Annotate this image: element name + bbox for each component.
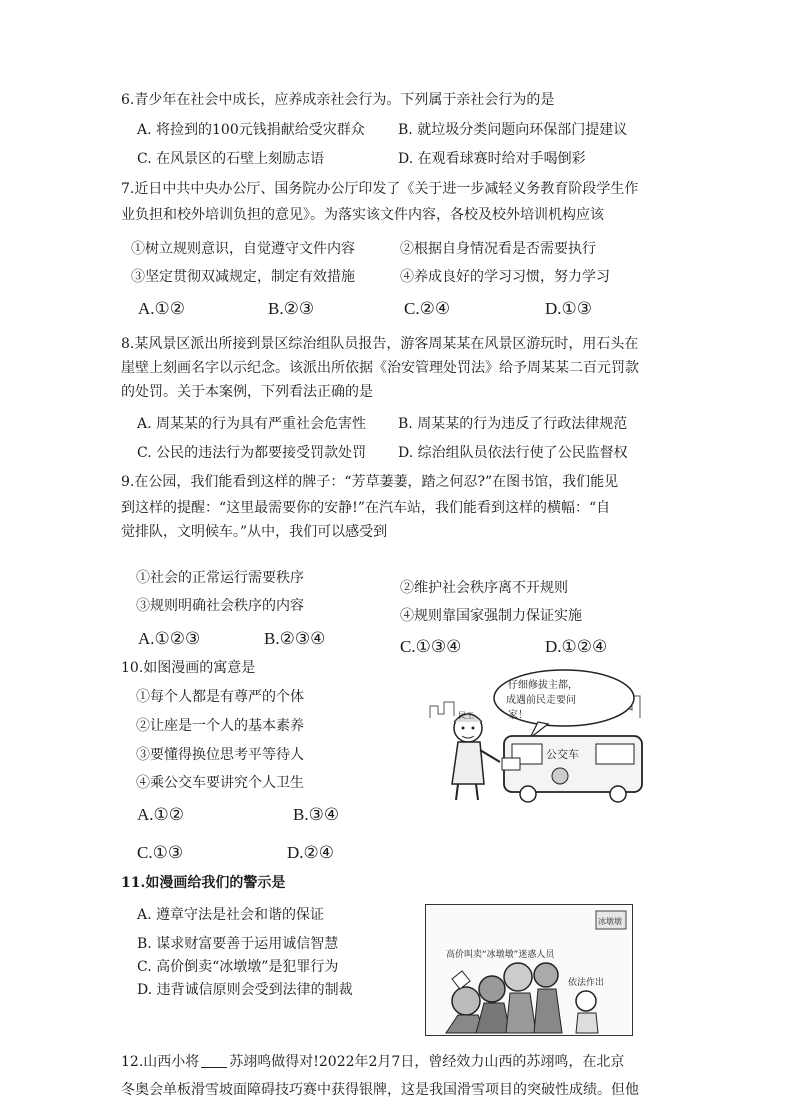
q10-option-b: B.③④ bbox=[293, 805, 340, 824]
q7-statement-2: ②根据自身情况看是否需要执行 bbox=[400, 241, 596, 257]
q10-option-d: D.②④ bbox=[287, 843, 335, 862]
q11-stem: 11.如漫画给我们的警示是 bbox=[121, 875, 286, 891]
q9-option-d: D.①②④ bbox=[545, 637, 608, 656]
q9-statement-4: ④规则靠国家强制力保证实施 bbox=[400, 608, 582, 624]
q10-bus-label: 公交车 bbox=[546, 748, 579, 761]
q12-answer-blank bbox=[201, 1053, 227, 1068]
q7-option-d: D.①③ bbox=[545, 299, 593, 318]
q12-stem-line2: 冬奥会单板滑雪坡面障碍技巧赛中获得银牌，这是我国滑雪项目的突破性成绩。但他 bbox=[121, 1082, 639, 1098]
q6-option-d: D. 在观看球赛时给对手喝倒彩 bbox=[398, 151, 586, 167]
q11-option-d: D. 违背诚信原则会受到法律的制裁 bbox=[137, 982, 353, 998]
q8-option-d: D. 综治组队员依法行使了公民监督权 bbox=[398, 445, 628, 461]
q11-cartoon bbox=[425, 904, 633, 1036]
q10-bubble-line2: 成遇前民走要问 bbox=[506, 695, 576, 706]
q7-statement-1: ①树立规则意识，自觉遵守文件内容 bbox=[131, 241, 355, 257]
q9-stem-line2: 到这样的提醒：“这里最需要你的安静!”在汽车站，我们能看到这样的横幅：“自 bbox=[121, 500, 611, 516]
q8-option-b: B. 周某某的行为违反了行政法律规范 bbox=[398, 416, 628, 432]
q10-stem: 10.如图漫画的寓意是 bbox=[121, 660, 256, 676]
q9-statement-2: ②维护社会秩序离不开规则 bbox=[400, 580, 568, 596]
q9-statement-3: ③规则明确社会秩序的内容 bbox=[136, 598, 304, 614]
q8-stem-line1: 8.某风景区派出所接到景区综治组队员报告，游客周某某在风景区游玩时，用石头在 bbox=[121, 336, 639, 352]
q10-worker-label: 民工 bbox=[458, 711, 474, 720]
q6-option-c: C. 在风景区的石壁上刻励志语 bbox=[137, 151, 325, 167]
q8-option-c: C. 公民的违法行为都要接受罚款处罚 bbox=[137, 445, 367, 461]
q7-option-c: C.②④ bbox=[404, 299, 451, 318]
q10-bubble-line1: 仔细修拔主都， bbox=[508, 680, 578, 691]
q12-prefix: 12.山西小将 bbox=[121, 1054, 200, 1070]
q11-caption-line2: 依法作出 bbox=[568, 978, 605, 988]
q12-stem-line1 bbox=[121, 1052, 624, 1072]
q11-option-c: C. 高价倒卖“冰墩墩”是犯罪行为 bbox=[137, 959, 339, 975]
q6-option-b: B. 就垃圾分类问题向环保部门提建议 bbox=[398, 122, 628, 138]
q9-option-b: B.②③④ bbox=[264, 629, 326, 648]
q11-corner-label: 冰墩墩 bbox=[598, 917, 622, 926]
q10-cartoon bbox=[428, 666, 648, 806]
q10-statement-4: ④乘公交车要讲究个人卫生 bbox=[136, 775, 304, 791]
q9-stem-line3: 觉排队，文明候车。”从中，我们可以感受到 bbox=[121, 524, 388, 540]
q9-stem-line1: 9.在公园，我们能看到这样的牌子：“芳草萋萋，踏之何忍?”在图书馆，我们能见 bbox=[121, 474, 619, 490]
q7-statement-4: ④养成良好的学习习惯，努力学习 bbox=[400, 269, 610, 285]
q7-stem-line1: 7.近日中共中央办公厅、国务院办公厅印发了《关于进一步减轻义务教育阶段学生作 bbox=[121, 181, 639, 197]
q9-option-c: C.①③④ bbox=[400, 637, 462, 656]
q8-option-a: A. 周某某的行为具有严重社会危害性 bbox=[137, 416, 367, 432]
q10-statement-1: ①每个人都是有尊严的个体 bbox=[136, 689, 304, 705]
q7-option-a: A.①② bbox=[138, 299, 186, 318]
q6-option-a: A. 将捡到的100元钱捐献给受灾群众 bbox=[137, 122, 365, 138]
q10-option-c: C.①③ bbox=[137, 843, 184, 862]
q10-bubble-line3: 家！ bbox=[508, 710, 528, 721]
q8-stem-line3: 的处罚。关于本案例，下列看法正确的是 bbox=[121, 384, 373, 400]
q11-option-a: A. 遵章守法是社会和谐的保证 bbox=[137, 907, 325, 923]
q10-cartoon-drawing bbox=[428, 666, 648, 806]
q8-stem-line2: 崖壁上刻画名字以示纪念。该派出所依据《治安管理处罚法》给予周某某二百元罚款 bbox=[121, 360, 639, 376]
q7-option-b: B.②③ bbox=[268, 299, 315, 318]
q10-statement-2: ②让座是一个人的基本素养 bbox=[136, 718, 304, 734]
q10-statement-3: ③要懂得换位思考平等待人 bbox=[136, 747, 304, 763]
q11-cartoon-drawing bbox=[426, 905, 631, 1034]
q9-statement-1: ①社会的正常运行需要秩序 bbox=[136, 570, 304, 586]
q11-caption-line1: 高价叫卖“冰墩墩”迷惑人员 bbox=[446, 950, 555, 960]
q6-stem: 6.青少年在社会中成长，应养成亲社会行为。下列属于亲社会行为的是 bbox=[121, 92, 555, 108]
q11-option-b: B. 谋求财富要善于运用诚信智慧 bbox=[137, 936, 339, 952]
q7-stem-line2: 业负担和校外培训负担的意见》。为落实该文件内容，各校及校外培训机构应该 bbox=[121, 207, 604, 223]
q9-option-a: A.①②③ bbox=[138, 629, 201, 648]
q10-option-a: A.①② bbox=[137, 805, 185, 824]
q7-statement-3: ③坚定贯彻双减规定，制定有效措施 bbox=[131, 269, 355, 285]
q12-rest: 苏翊鸣做得对!2022年2月7日，曾经效力山西的苏翊鸣，在北京 bbox=[229, 1054, 625, 1070]
